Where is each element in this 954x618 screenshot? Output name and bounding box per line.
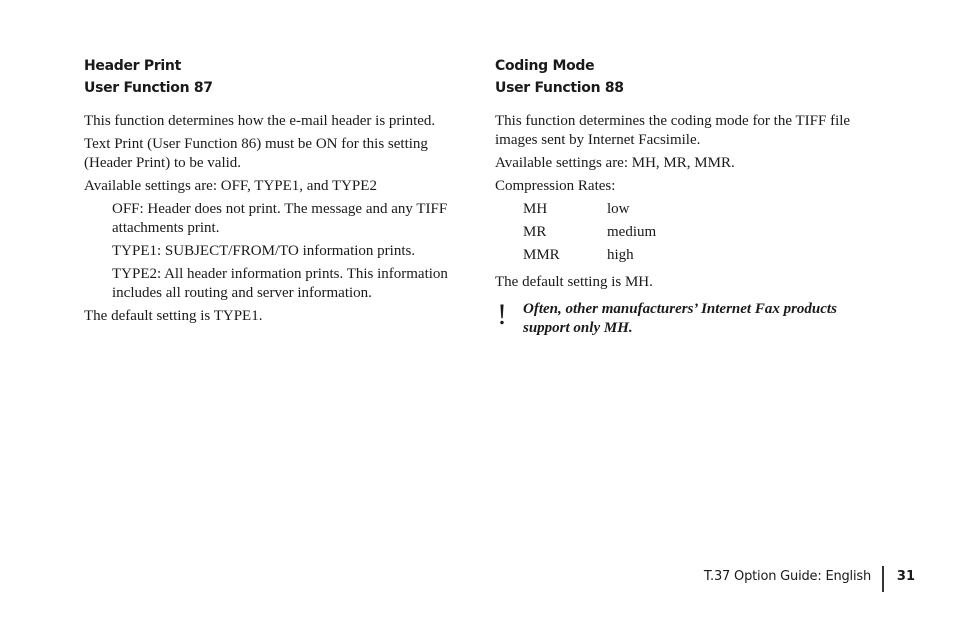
footer-divider: [882, 566, 884, 592]
rate-cell: high: [607, 247, 634, 263]
description-paragraph: This function determines the coding mode for the TIFF file images sent by Internet Facsimile.: [495, 113, 851, 148]
option-type1: TYPE1: SUBJECT/FROM/TO information prints.: [112, 243, 416, 259]
section-title: Coding Mode: [495, 58, 595, 74]
section-subtitle: User Function 87: [84, 80, 213, 96]
mode-cell: MMR: [523, 247, 560, 263]
compression-heading: Compression Rates:: [495, 178, 616, 194]
compression-rates-table: [523, 200, 656, 269]
mode-cell: MH: [523, 201, 548, 217]
rate-cell: medium: [607, 224, 657, 240]
section-subtitle: User Function 88: [495, 80, 624, 96]
page-number: 31: [896, 569, 915, 584]
default-setting: The default setting is TYPE1.: [84, 308, 263, 324]
mode-cell: MR: [523, 224, 547, 240]
note-text: Often, other manufacturers’ Internet Fax products support only MH.: [523, 301, 837, 336]
header-print-section: [84, 55, 474, 330]
section-title: Header Print: [84, 58, 181, 74]
settings-paragraph: Available settings are: MH, MR, MMR.: [495, 155, 735, 171]
requirement-paragraph: Text Print (User Function 86) must be ON for this setting (Header Print) to be valid.: [84, 136, 428, 171]
coding-mode-section: [495, 55, 885, 338]
description-paragraph: This function determines how the e-mail header is printed.: [84, 113, 436, 129]
page-footer: [640, 566, 915, 592]
exclamation-icon: !: [497, 298, 507, 331]
option-type2: TYPE2: All header information prints. This information includes all routing and server information.: [112, 266, 448, 301]
guide-title: T.37 Option Guide: English: [703, 569, 871, 584]
rate-cell: low: [607, 201, 630, 217]
default-setting: The default setting is MH.: [495, 274, 653, 290]
option-off: OFF: Header does not print. The message and any TIFF attachments print.: [112, 201, 448, 236]
settings-paragraph: Available settings are: OFF, TYPE1, and TYPE2: [84, 178, 377, 194]
table-row: [523, 200, 656, 223]
table-row: [523, 246, 656, 269]
table-row: [523, 223, 656, 246]
caution-note: [495, 300, 885, 338]
